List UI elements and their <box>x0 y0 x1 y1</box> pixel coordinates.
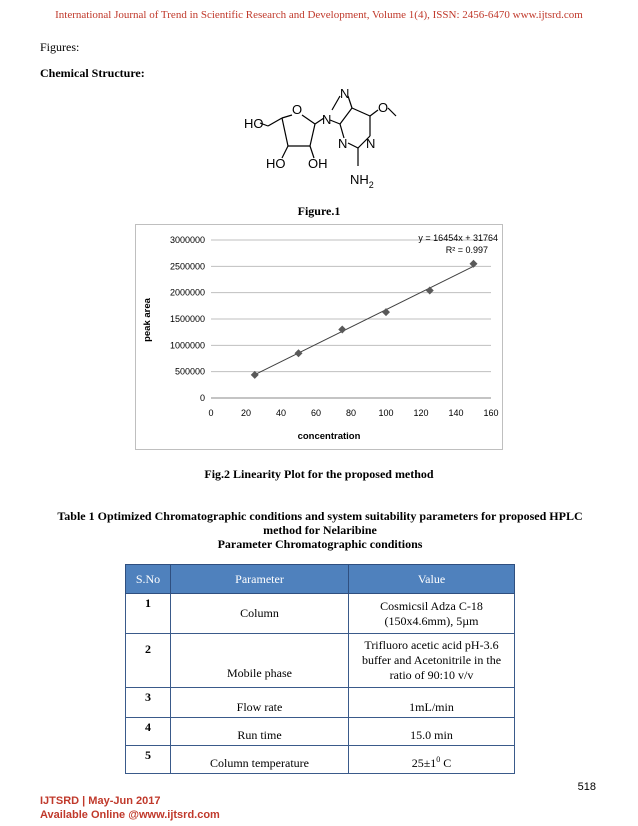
row-sno: 3 <box>126 688 171 718</box>
y-axis-label: peak area <box>142 298 153 342</box>
row-parameter: Column <box>171 594 349 634</box>
data-point <box>426 287 434 295</box>
figures-label: Figures: <box>40 40 80 54</box>
y-tick-label: 2000000 <box>169 287 205 298</box>
x-tick-label: 160 <box>483 408 499 418</box>
page-number: 518 <box>577 781 596 793</box>
table-header-row <box>126 565 515 594</box>
atom-o-methoxy: O <box>378 100 389 115</box>
linearity-chart-svg <box>136 225 502 449</box>
footer <box>40 794 220 822</box>
y-tick-label: 1500000 <box>169 314 205 324</box>
atom-n-top: N <box>340 88 350 101</box>
atom-ho-bottom: HO <box>266 156 286 171</box>
row-sno: 2 <box>126 634 171 688</box>
atom-oh-bottom: OH <box>308 156 328 171</box>
table-row <box>126 746 515 774</box>
footer-line2: Available Online @www.ijtsrd.com <box>40 809 220 821</box>
y-tick-label: 1000000 <box>169 340 205 351</box>
header-sno: S.No <box>126 565 171 594</box>
header-parameter: Parameter <box>171 565 349 594</box>
chromatographic-conditions-table <box>125 564 515 774</box>
atom-n-left: N <box>338 136 348 151</box>
x-tick-label: 40 <box>275 408 287 418</box>
data-point <box>295 349 303 357</box>
row-value: Cosmicsil Adza C-18 (150x4.6mm), 5µm <box>349 594 515 634</box>
y-tick-label: 0 <box>199 393 205 403</box>
header-value: Value <box>349 565 515 594</box>
r-squared-label: R² = 0.997 <box>445 245 488 255</box>
x-tick-label: 20 <box>240 408 252 418</box>
row-sno: 1 <box>126 594 171 634</box>
atom-ho-left: HO <box>244 116 264 131</box>
table-title <box>40 509 600 551</box>
footer-line1: IJTSRD | May-Jun 2017 <box>40 795 161 807</box>
row-parameter: Flow rate <box>171 688 349 718</box>
chemical-structure-title: Chemical Structure: <box>40 66 145 80</box>
figure1-caption: Figure.1 <box>297 204 341 218</box>
row-value: $25\pm 1^0$ C <box>349 746 515 774</box>
trendline <box>255 266 474 374</box>
row-value: 15.0 min <box>349 718 515 746</box>
linearity-chart <box>135 224 503 450</box>
row-parameter: Mobile phase <box>171 634 349 688</box>
x-tick-label: 100 <box>378 408 394 418</box>
journal-header: International Journal of Trend in Scientific Research and Development, Volume 1(4), ISSN: 2456-6470 www.ijtsrd.com <box>55 9 583 21</box>
table-title-line2: method for Nelaribine <box>263 523 377 537</box>
data-point <box>382 308 390 316</box>
table-row <box>126 688 515 718</box>
x-tick-label: 60 <box>310 408 322 418</box>
atom-nh2: $NH_2$ <box>350 172 374 190</box>
x-tick-label: 0 <box>208 408 214 418</box>
table-row <box>126 634 515 688</box>
x-tick-label: 140 <box>448 408 464 418</box>
table-title-line1: Table 1 Optimized Chromatographic conditions and system suitability parameters for proposed HPLC <box>57 509 583 523</box>
row-sno: 5 <box>126 746 171 774</box>
figure2-caption: Fig.2 Linearity Plot for the proposed method <box>204 467 434 481</box>
y-tick-label: 2500000 <box>169 261 205 272</box>
trendline-equation: y = 16454x + 31764 <box>418 233 498 243</box>
table-title-line3: Parameter Chromatographic conditions <box>217 537 423 551</box>
atom-n-right: N <box>366 136 376 151</box>
x-tick-label: 120 <box>413 408 429 418</box>
row-value: 1mL/min <box>349 688 515 718</box>
row-parameter: Run time <box>171 718 349 746</box>
x-tick-label: 80 <box>345 408 357 418</box>
row-parameter: Column temperature <box>171 746 349 774</box>
atom-n-link: N <box>322 112 332 127</box>
chemical-structure-diagram <box>230 88 410 198</box>
table-row <box>126 718 515 746</box>
row-value: Trifluoro acetic acid pH-3.6 buffer and Acetonitrile in the ratio of 90:10 v/v <box>349 634 515 688</box>
row-sno: 4 <box>126 718 171 746</box>
atom-ring-o: O <box>292 102 303 117</box>
y-tick-label: 500000 <box>174 366 205 377</box>
table-row <box>126 594 515 634</box>
y-tick-label: 3000000 <box>169 235 205 245</box>
x-axis-label: concentration <box>297 431 361 442</box>
